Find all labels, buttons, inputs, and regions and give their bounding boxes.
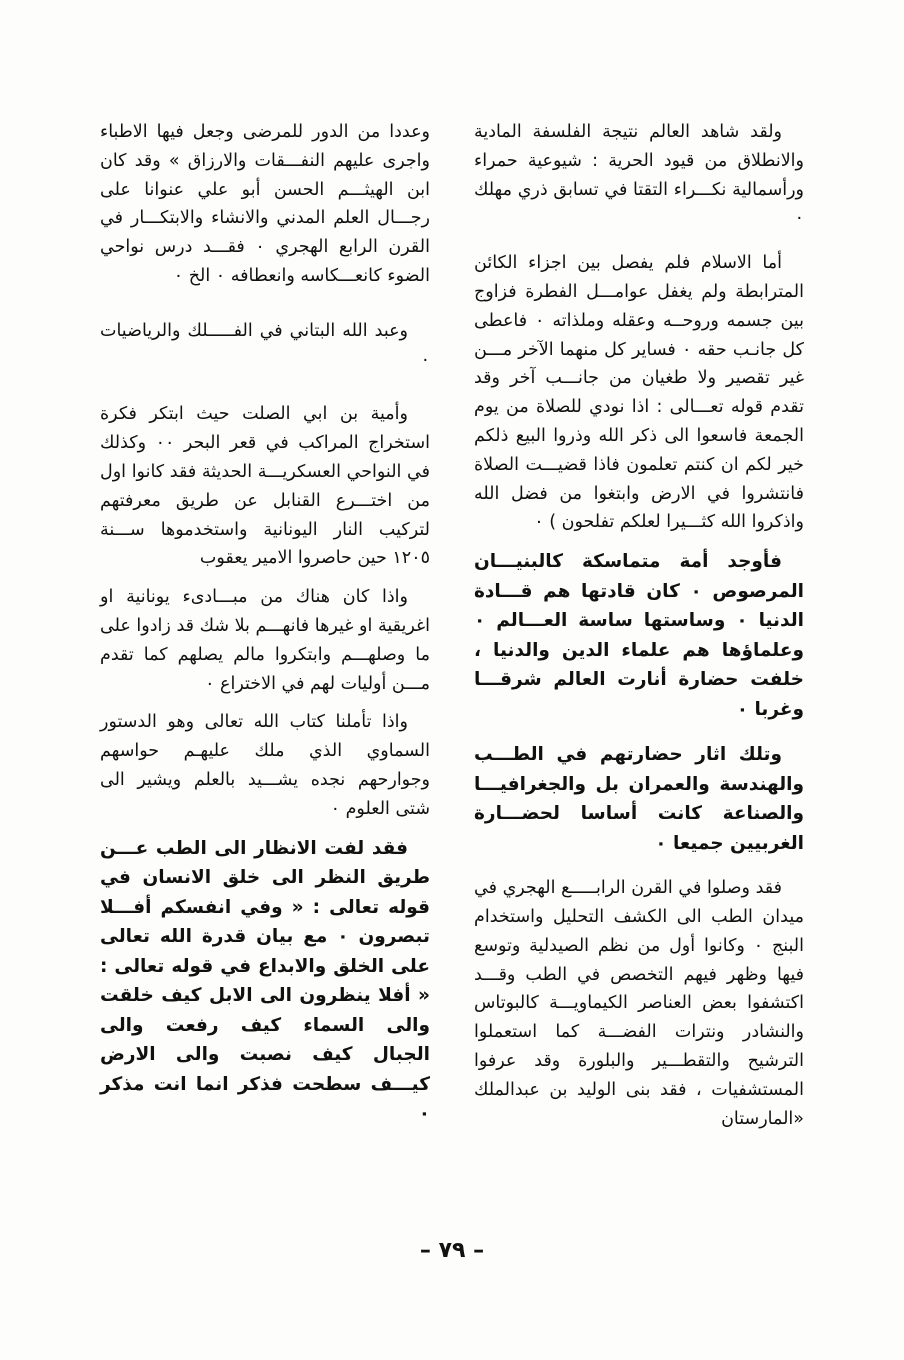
right-paragraph-4-bold: وتلك اثار حضارتهم في الطـــب والهندسة والعمران بل والجغرافيـــا والصناعة كانت أساسا لحضـــارة الغربيين جميعا ٠	[474, 744, 804, 854]
left-column	[100, 118, 430, 1129]
right-paragraph-2: أما الاسلام فلم يفصل بين اجزاء الكائن المترابطة ولم يغفل عوامـــل الفطرة فزاوج بين جسمه وروحــه وعقله وملذاته ٠ فاعطى كل جانـب حقه ٠ فساير كل منهما الآخر مـــن غير تقصير ولا طغيان من جانـــب آخر وقد تقدم قوله تعـــالى : اذا نودي للصلاة من يوم الجمعة فاسعوا الى ذكر الله وذروا البيع ذلكم خير لكم ان كنتم تعلمون فاذا قضيـــت الصلاة فانتشروا في الارض وابتغوا من فضل الله واذكروا الله كثـــيرا لعلكم تفلحون ) ٠	[474, 253, 804, 533]
left-paragraph-5: واذا تأملنا كتاب الله تعالى وهو الدستور السماوي الذي ملك عليهـم حواسهم وجوارحهم نجده يشـــيد بالعلم ويشير الى شتى العلوم ٠	[100, 712, 430, 819]
right-column	[474, 118, 804, 1133]
right-paragraph-3-bold: فأوجد أمة متماسكة كالبنيـــان المرصوص ٠ كان قادتها هم قـــادة الدنيا ٠ وساستها ساسة العـــالم ٠ وعلماؤها هم علماء الدين والدنيا ، خلفت حضارة أنارت العالم شرقـــا وغربا ٠	[474, 551, 804, 720]
left-paragraph-1: وعددا من الدور للمرضى وجعل فيها الاطباء واجرى عليهم النفـــقات والارزاق » وقد كان ابن الهيثـــم الحسن أبو علي عنوانا على رجـــال العلم المدني والانشاء والابتكـــار في القرن الرابع الهجري ٠ فقـــد درس نواحي الضوء كانعـــكاسه وانعطافه ٠ الخ ٠	[100, 122, 430, 286]
left-paragraph-2: وعبد الله البتاني في الفـــــلك والرياضيات ٠	[100, 320, 430, 370]
left-paragraph-6-bold: فقد لفت الانظار الى الطب عـــن طريق النظر الى خلق الانسان في قوله تعالى : « وفي انفسكم أفـــلا تبصرون ٠ مع بيان قدرة الله تعالى على الخلق والابداع في قوله تعالى : « أفلا ينظرون الى الابل كيف خلقت والى السماء كيف رفعت والى الجبال كيف نصبت والى الارض كيـــف سطحت فذكر انما انت مذكر ٠	[100, 837, 430, 1125]
left-paragraph-4: واذا كان هناك من مبـــادىء يونانية او اغريقية او غيرها فانهـــم بلا شك قد زادوا على ما وصلهـــم وابتكروا مالم يصلهم كما تقدم مـــن أوليات لهم في الاختراع ٠	[100, 587, 430, 694]
right-paragraph-5: فقد وصلوا في القرن الرابـــــع الهجري في ميدان الطب الى الكشف التحليل واستخدام البنج ٠ وكانوا أول من نظم الصيدلية وتوسع فيها وظهر فيهم التخصص في الطب وقـــد اكتشفوا بعض العناصر الكيماويـــة كالبوتاس والنشادر ونترات الفضـــة كما استعملوا الترشيح والتقطـــير والبلورة وقد عرفوا المستشفيات ، فقد بنى الوليد بن عبدالملك «المارستان	[474, 878, 805, 1129]
right-paragraph-1: ولقد شاهد العالم نتيجة الفلسفة المادية والانطلاق من قيود الحرية : شيوعية حمراء ورأسمالية نكـــراء التقتا في تسابق ذري مهلك ٠	[474, 122, 804, 229]
left-paragraph-3: وأمية بن ابي الصلت حيث ابتكر فكرة استخراج المراكب في قعر البحر ٠٠ وكذلك في النواحي العسكريـــة الحديثة فقد كانوا اول من اختـــرع القنابل عن طريق معرفتهم لتركيب النار اليونانية واستخدموها ســـنة ١٢٠٥ حين حاصروا الامير يعقوب	[100, 404, 430, 569]
page-number: – ٧٩ –	[419, 1238, 485, 1263]
